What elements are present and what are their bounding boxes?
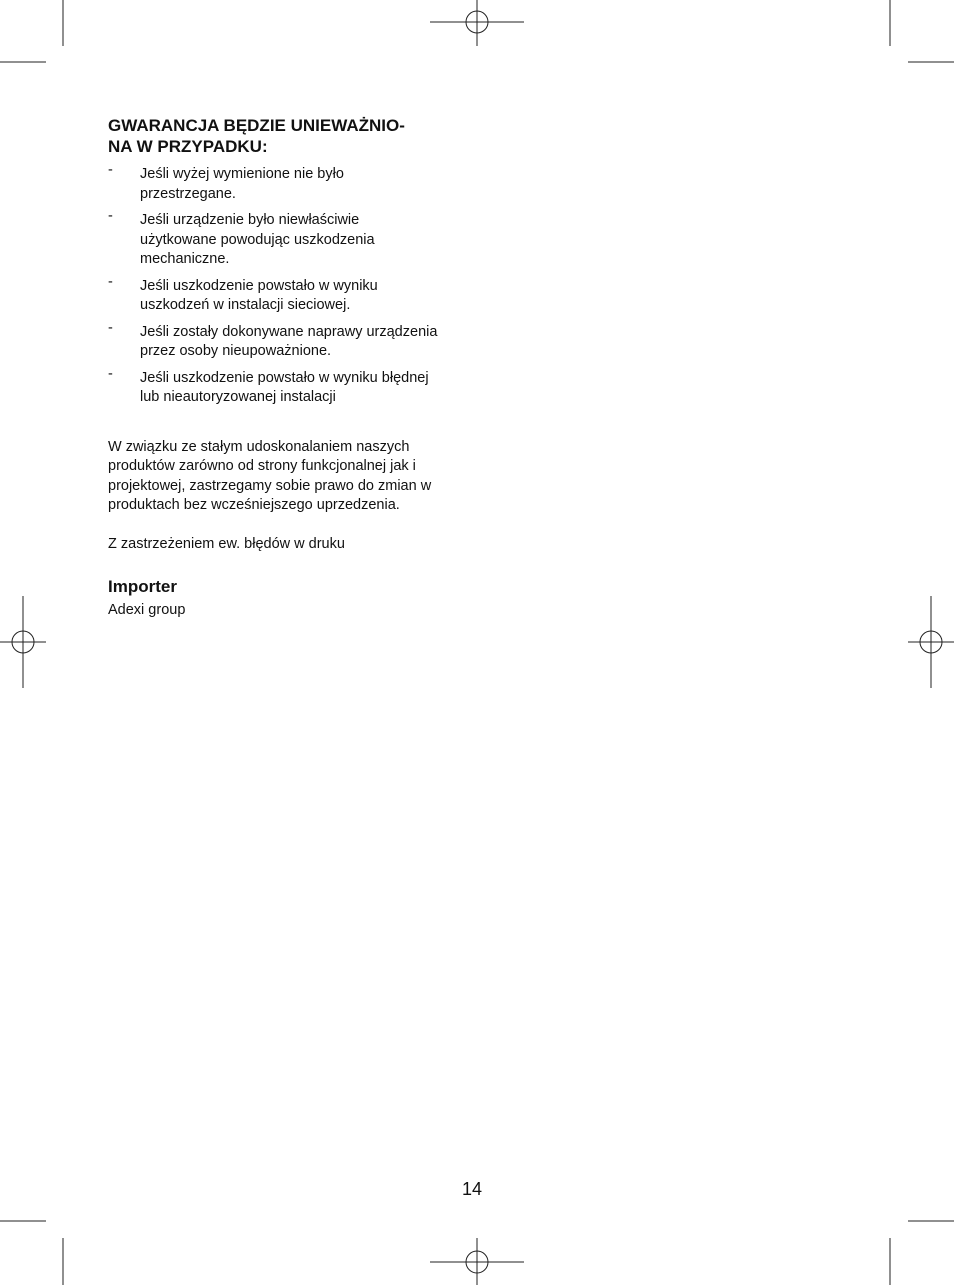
list-item-text: Jeśli wyżej wymienione nie było przestrzegane. xyxy=(140,166,344,202)
importer-heading: Importer xyxy=(108,577,177,596)
list-item xyxy=(108,273,470,316)
warranty-void-heading: GWARANCJA BĘDZIE UNIEWAŻNIO- NA W PRZYPADKU: xyxy=(108,116,405,156)
bullet-dash: - xyxy=(108,365,113,382)
page-content xyxy=(108,115,470,621)
registration-mark-top xyxy=(430,0,524,46)
list-item xyxy=(108,319,470,362)
importer-name: Adexi group xyxy=(108,602,186,618)
bullet-dash: - xyxy=(108,319,113,336)
printing-errors-disclaimer: Z zastrzeżeniem ew. błędów w druku xyxy=(108,535,345,552)
registration-mark-left xyxy=(0,596,46,688)
bullet-dash: - xyxy=(108,273,113,290)
list-item-text: Jeśli uszkodzenie powstało w wyniku uszkodzeń w instalacji sieciowej. xyxy=(140,277,378,313)
bullet-dash: - xyxy=(108,208,113,224)
bullet-dash: - xyxy=(108,162,113,178)
page-number: 14 xyxy=(461,1179,483,1199)
list-item-text: Jeśli uszkodzenie powstało w wyniku błędnej lub nieautoryzowanej instalacji xyxy=(140,369,429,405)
list-item xyxy=(108,162,470,204)
list-item xyxy=(108,365,470,408)
product-change-notice: W związku ze stałym udoskonalaniem naszych produktów zarówno od strony funkcjonalnej jak i projektowej, zastrzegamy sobie prawo do zmian w produktach bez wcześniejszego uprzedzenia. xyxy=(108,438,432,513)
list-item-text: Jeśli zostały dokonywane naprawy urządzenia przez osoby nieupoważnione. xyxy=(140,323,438,359)
warranty-void-conditions-list xyxy=(108,162,470,408)
list-item xyxy=(108,208,470,270)
registration-mark-bottom xyxy=(430,1238,524,1285)
registration-mark-right xyxy=(908,596,954,688)
list-item-text: Jeśli urządzenie było niewłaściwie użytkowane powodując uszkodzenia mechaniczne. xyxy=(140,212,375,267)
